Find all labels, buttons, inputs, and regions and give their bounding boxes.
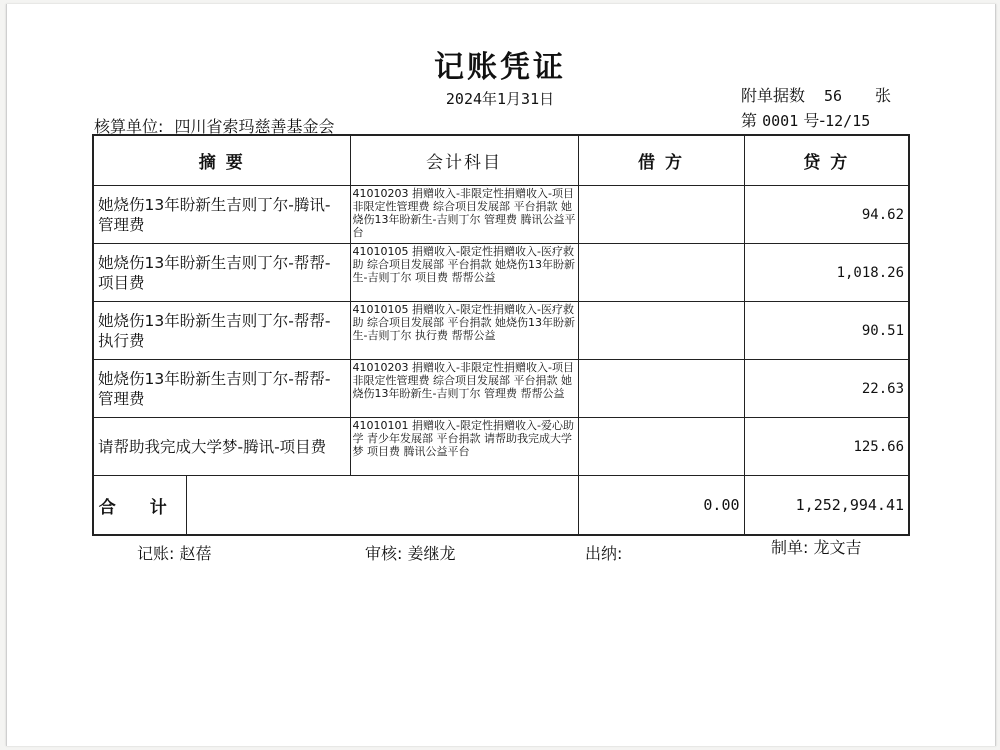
header-summary: 摘 要 bbox=[93, 135, 350, 186]
header-credit: 贷 方 bbox=[744, 135, 909, 186]
attachments-info bbox=[741, 83, 891, 106]
debit-cell bbox=[578, 302, 744, 360]
number-value: 0001 bbox=[762, 112, 799, 130]
table-row bbox=[93, 302, 909, 360]
attachments-label: 附单据数 bbox=[741, 86, 806, 105]
table-row bbox=[93, 360, 909, 418]
total-label: 合 计 bbox=[93, 476, 186, 536]
debit-cell bbox=[578, 186, 744, 244]
preparer-name: 龙文吉 bbox=[813, 538, 862, 557]
total-debit: 0.00 bbox=[578, 476, 744, 536]
header-debit: 借 方 bbox=[578, 135, 744, 186]
voucher-table bbox=[92, 134, 910, 536]
reviewer-name: 姜继龙 bbox=[407, 544, 456, 563]
account-cell: 41010105 捐赠收入-限定性捐赠收入-医疗救助 综合项目发展部 平台捐款 她烧伤13年盼新生-吉则丁尔 项目费 帮帮公益 bbox=[350, 244, 578, 302]
credit-cell: 22.63 bbox=[744, 360, 909, 418]
summary-cell: 她烧伤13年盼新生吉则丁尔-帮帮-管理费 bbox=[93, 360, 350, 418]
total-blank-cell bbox=[186, 476, 578, 536]
credit-cell: 125.66 bbox=[744, 418, 909, 476]
unit-label: 核算单位: bbox=[94, 117, 164, 136]
attachments-count: 56 bbox=[823, 87, 843, 105]
total-row bbox=[93, 476, 909, 536]
debit-cell bbox=[578, 244, 744, 302]
preparer-signature bbox=[771, 535, 862, 558]
summary-cell: 请帮助我完成大学梦-腾讯-项目费 bbox=[93, 418, 350, 476]
page-number: 12/15 bbox=[825, 112, 871, 130]
header-account: 会计科目 bbox=[350, 135, 578, 186]
summary-cell: 她烧伤13年盼新生吉则丁尔-腾讯-管理费 bbox=[93, 186, 350, 244]
debit-cell bbox=[578, 418, 744, 476]
attachments-unit: 张 bbox=[875, 86, 892, 105]
voucher-date: 2024年1月31日 bbox=[445, 90, 555, 108]
table-header-row bbox=[93, 135, 909, 186]
bookkeeper-name: 赵蓓 bbox=[179, 544, 212, 563]
credit-cell: 90.51 bbox=[744, 302, 909, 360]
summary-cell: 她烧伤13年盼新生吉则丁尔-帮帮-项目费 bbox=[93, 244, 350, 302]
account-cell: 41010203 捐赠收入-非限定性捐赠收入-项目非限定性管理费 综合项目发展部 平台捐款 她烧伤13年盼新生-吉则丁尔 管理费 腾讯公益平台 bbox=[350, 186, 578, 244]
bookkeeper-label: 记账: bbox=[137, 544, 175, 563]
credit-cell: 1,018.26 bbox=[744, 244, 909, 302]
account-cell: 41010101 捐赠收入-限定性捐赠收入-爱心助学 青少年发展部 平台捐款 请帮助我完成大学梦 项目费 腾讯公益平台 bbox=[350, 418, 578, 476]
number-suffix: 号- bbox=[803, 111, 826, 130]
reviewer-signature bbox=[365, 541, 456, 564]
voucher-number bbox=[741, 108, 870, 131]
bookkeeper-signature bbox=[137, 541, 212, 564]
summary-cell: 她烧伤13年盼新生吉则丁尔-帮帮-执行费 bbox=[93, 302, 350, 360]
number-prefix: 第 bbox=[741, 111, 758, 130]
cashier-label: 出纳: bbox=[585, 544, 623, 563]
table-row bbox=[93, 186, 909, 244]
account-cell: 41010203 捐赠收入-非限定性捐赠收入-项目非限定性管理费 综合项目发展部 平台捐款 她烧伤13年盼新生-吉则丁尔 管理费 帮帮公益 bbox=[350, 360, 578, 418]
table-row bbox=[93, 244, 909, 302]
credit-cell: 94.62 bbox=[744, 186, 909, 244]
account-cell: 41010105 捐赠收入-限定性捐赠收入-医疗救助 综合项目发展部 平台捐款 她烧伤13年盼新生-吉则丁尔 执行费 帮帮公益 bbox=[350, 302, 578, 360]
debit-cell bbox=[578, 360, 744, 418]
unit-name: 四川省索玛慈善基金会 bbox=[174, 117, 335, 136]
preparer-label: 制单: bbox=[771, 538, 809, 557]
total-credit: 1,252,994.41 bbox=[744, 476, 909, 536]
cashier-signature bbox=[585, 541, 622, 564]
voucher-title: 记账凭证 bbox=[434, 50, 566, 85]
reviewer-label: 审核: bbox=[365, 544, 403, 563]
table-row bbox=[93, 418, 909, 476]
